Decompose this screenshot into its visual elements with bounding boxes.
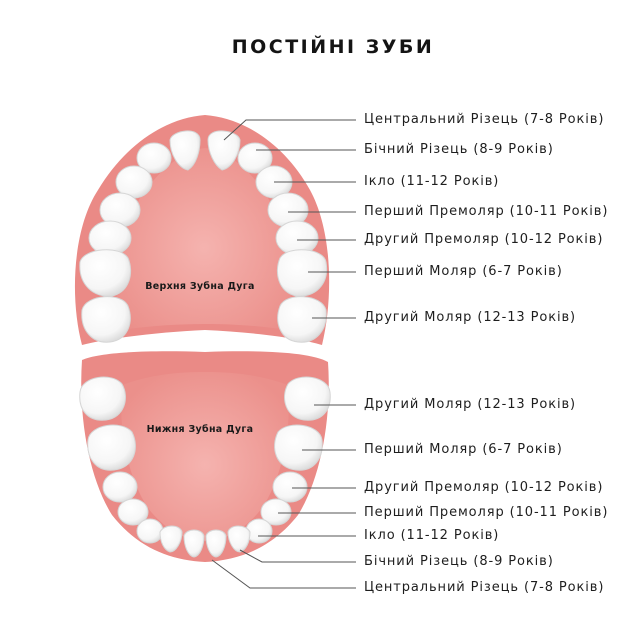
lower-label-central-incisor: Центральний Різець (7-8 Років) [364, 580, 605, 595]
lower-label-first-premolar: Перший Премоляр (10-11 Років) [364, 505, 609, 520]
lower-arch-label: Нижня Зубна Дуга [146, 424, 254, 435]
lower-label-second-molar: Другий Моляр (12-13 Років) [364, 397, 577, 412]
upper-label-central-incisor: Центральний Різець (7-8 Років) [364, 112, 605, 127]
lower-label-second-premolar: Другий Премоляр (10-12 Років) [364, 480, 604, 495]
lower-label-canine: Ікло (11-12 Років) [364, 528, 500, 543]
lower-label-lateral-incisor: Бічний Різець (8-9 Років) [364, 554, 554, 569]
upper-label-first-premolar: Перший Премоляр (10-11 Років) [364, 204, 609, 219]
upper-arch-label: Верхня Зубна Дуга [145, 281, 255, 292]
upper-label-first-molar: Перший Моляр (6-7 Років) [364, 264, 563, 279]
upper-label-second-molar: Другий Моляр (12-13 Років) [364, 310, 577, 325]
upper-label-second-premolar: Другий Премоляр (10-12 Років) [364, 232, 604, 247]
upper-label-canine: Ікло (11-12 Років) [364, 174, 500, 189]
lower-label-first-molar: Перший Моляр (6-7 Років) [364, 442, 563, 457]
upper-label-lateral-incisor: Бічний Різець (8-9 Років) [364, 142, 554, 157]
diagram-title: ПОСТІЙНІ ЗУБИ [231, 36, 435, 58]
